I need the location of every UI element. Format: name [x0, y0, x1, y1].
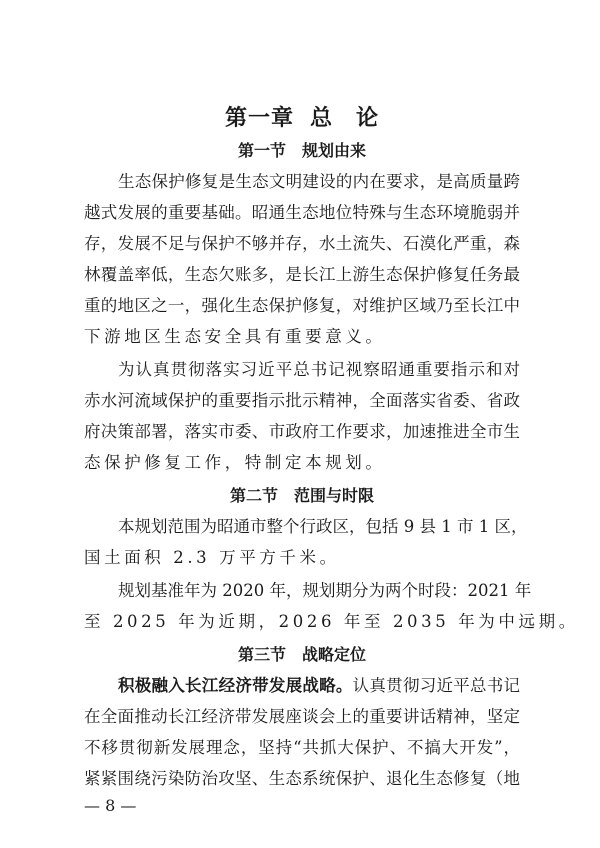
text-line: 不移贯彻新发展理念，坚持“共抓大保护、不搞大开发”， — [84, 738, 520, 757]
document-page — [84, 101, 579, 796]
text-line: 越式发展的重要基础。昭通生态地位特殊与生态环境脆弱并 — [84, 203, 520, 222]
paragraph — [84, 166, 520, 352]
text-line: 国土面积 2.3 万平方千米。 — [84, 548, 340, 567]
document-body — [84, 135, 579, 794]
chapter-number: 第一章 — [224, 105, 294, 131]
chapter-name: 总 论 — [310, 105, 380, 131]
text-line: 在全面推动长江经济带发展座谈会上的重要讲话精神，坚定 — [84, 707, 520, 726]
section-name: 规划由来 — [302, 141, 367, 160]
paragraph — [84, 575, 579, 637]
section-title — [84, 135, 520, 166]
text-line: 本规划范围为昭通市整个行政区，包括 9 县 1 市 1 区， — [118, 517, 528, 536]
text-line: 规划基准年为 2020 年，规划期分为两个时段：2021 年 — [118, 581, 532, 600]
text-line: 态保护修复工作，特制定本规划。 — [84, 453, 386, 472]
text-line: 为认真贯彻落实习近平总书记视察昭通重要指示和对 — [118, 360, 520, 379]
text-line — [84, 670, 520, 701]
text-line: 林覆盖率低，生态欠账多，是长江上游生态保护修复任务最 — [84, 265, 520, 284]
paragraph — [84, 670, 520, 794]
text-line: 重的地区之一，强化生态保护修复，对维护区域乃至长江中 — [84, 296, 520, 315]
page-number: — 8 — — [84, 796, 137, 815]
section-title — [84, 639, 520, 670]
text-line: 赤水河流域保护的重要指示批示精神，全面落实省委、省政 — [84, 391, 520, 410]
section-name: 战略定位 — [302, 645, 367, 664]
section-number: 第三节 — [237, 645, 286, 664]
section-number: 第一节 — [237, 141, 286, 160]
section-number: 第二节 — [229, 486, 278, 505]
section-title — [84, 480, 520, 511]
text-line: 生态保护修复是生态文明建设的内在要求，是高质量跨 — [118, 172, 520, 191]
section-name: 范围与时限 — [294, 486, 375, 505]
text-line: 下游地区生态安全具有重要意义。 — [84, 327, 386, 346]
line-text: 认真贯彻习近平总书记 — [352, 676, 521, 695]
text-line: 至 2025 年为近期，2026 年至 2035 年为中远期。 — [84, 612, 579, 631]
text-line: 府决策部署，落实市委、市政府工作要求，加速推进全市生 — [84, 422, 520, 441]
paragraph — [84, 511, 528, 573]
text-line: 紧紧围绕污染防治攻坚、生态系统保护、退化生态修复（地 — [84, 769, 520, 788]
paragraph — [84, 354, 520, 478]
chapter-title — [84, 101, 520, 135]
lead-phrase: 积极融入长江经济带发展战略。 — [118, 676, 353, 695]
text-line: 存，发展不足与保护不够并存，水土流失、石漠化严重，森 — [84, 234, 520, 253]
